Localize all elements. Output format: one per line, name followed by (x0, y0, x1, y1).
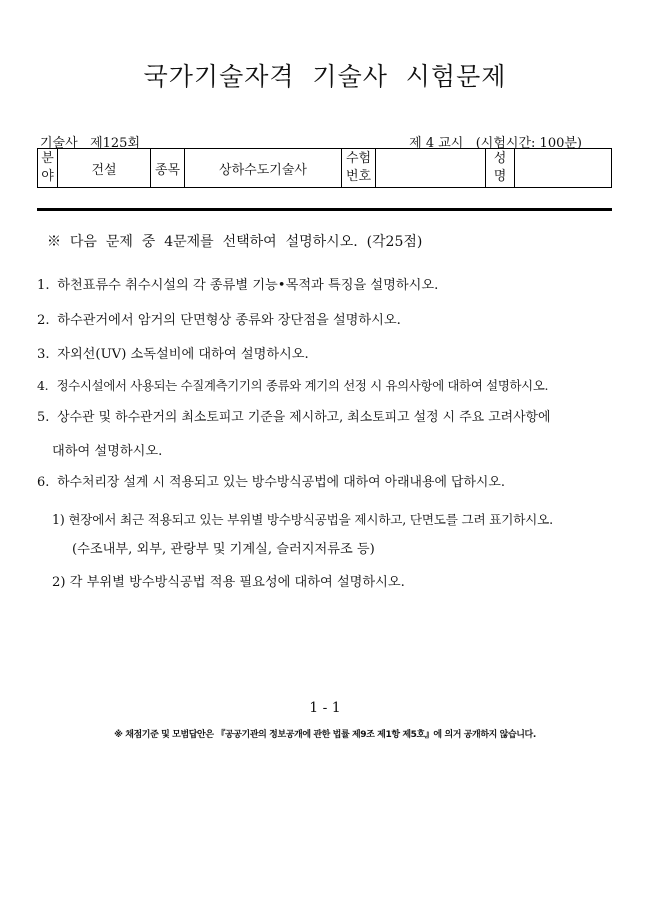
question-number: 5. (37, 410, 50, 425)
item-value: 상하수도기술사 (185, 149, 342, 188)
question-continuation: 대하여 설명하시오. (52, 444, 163, 459)
question-text: 자외선(UV) 소독설비에 대하여 설명하시오. (57, 347, 309, 362)
subquestion-text: 각 부위별 방수방식공법 적용 필요성에 대하여 설명하시오. (69, 575, 405, 590)
question-text: 정수시설에서 사용되는 수질계측기기의 종류와 계기의 선정 시 유의사항에 대하여 설명하시오. (56, 378, 549, 393)
question-text: 하천표류수 취수시설의 각 종류별 기능•목적과 특징을 설명하시오. (57, 278, 439, 293)
exam-category: 기술사 제125회 (40, 136, 141, 151)
exam-no-label-cell (342, 149, 376, 188)
instruction-text: ※ 다음 문제 중 4문제를 선택하여 설명하시오. (각25점) (47, 234, 423, 250)
question-item (37, 373, 548, 399)
subquestion-text: 현장에서 최근 적용되고 있는 부위별 방수방식공법을 제시하고, 단면도를 그려 표기하시오. (68, 512, 553, 527)
question-item (37, 470, 505, 496)
question-item (37, 342, 309, 368)
field-label-bottom: 야 (41, 169, 54, 184)
question-text: 하수처리장 설계 시 적용되고 있는 방수방식공법에 대하여 아래내용에 답하시오. (57, 475, 505, 490)
name-value[interactable] (515, 149, 612, 188)
field-label-cell (38, 149, 58, 188)
exam-no-label-bottom: 번호 (345, 169, 372, 184)
name-label-bottom: 명 (493, 169, 507, 184)
divider-rule (37, 208, 612, 211)
question-item (37, 273, 438, 299)
question-number: 1. (37, 278, 50, 293)
subquestion-item (52, 509, 553, 528)
field-value: 건설 (58, 149, 151, 188)
question-text: 하수관거에서 암거의 단면형상 종류와 장단점을 설명하시오. (57, 313, 401, 328)
exam-no-value[interactable] (376, 149, 486, 188)
item-label: 종목 (151, 149, 185, 188)
question-item (37, 308, 401, 334)
exam-info-table (37, 148, 612, 188)
subquestion-continuation: (수조내부, 외부, 관랑부 및 기계실, 슬러지저류조 등) (72, 542, 375, 557)
subquestion-number: 2) (52, 575, 66, 590)
exam-no-label-top: 수험 (345, 151, 372, 166)
name-label-cell (486, 149, 515, 188)
question-number: 4. (37, 378, 49, 393)
question-text: 상수관 및 하수관거의 최소토피고 기준을 제시하고, 최소토피고 설정 시 주요 고려사항에 (57, 410, 551, 425)
page-title: 국가기술자격 기술사 시험문제 (143, 62, 507, 91)
subquestion-item (52, 571, 405, 590)
exam-session: 제 4 교시 (시험시간: 100분) (409, 136, 582, 151)
question-number: 3. (37, 347, 50, 362)
name-label-top: 성 (493, 151, 507, 166)
question-item (37, 405, 550, 431)
question-number: 6. (37, 475, 50, 490)
footer-note: ※ 채점기준 및 모범답안은 『공공기관의 정보공개에 관한 법률 제9조 제1항 제5호』에 의거 공개하지 않습니다. (114, 730, 536, 740)
page-number: 1 - 1 (309, 700, 341, 716)
field-label-top: 분 (41, 151, 54, 166)
subquestion-number: 1) (52, 512, 65, 527)
question-number: 2. (37, 313, 50, 328)
